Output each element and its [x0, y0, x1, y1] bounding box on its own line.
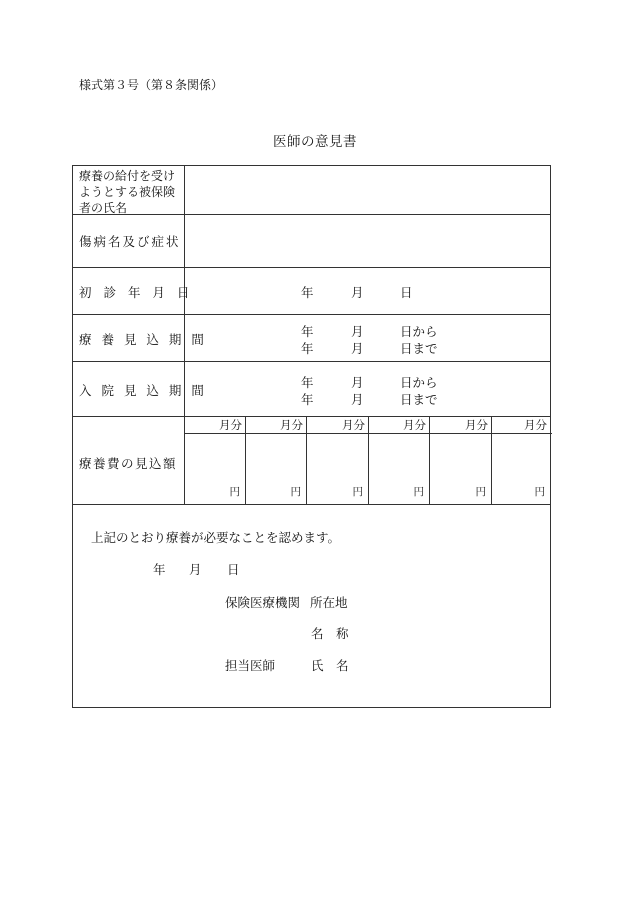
patient-name-label-line: ようとする被保険	[79, 185, 176, 199]
certification-year: 年	[153, 562, 166, 577]
cost-yen-unit: 円	[413, 486, 424, 498]
hospitalization-start-month: 月	[351, 375, 364, 390]
patient-name-label-line: 療養の給付を受け	[79, 169, 176, 183]
cost-yen-unit: 円	[352, 486, 363, 498]
hospitalization-end-year: 年	[301, 392, 314, 407]
treatment-end-year: 年	[301, 341, 314, 356]
first-visit-month: 月	[351, 285, 364, 300]
cost-month-header: 月分	[465, 418, 488, 432]
diagnosis-field[interactable]	[185, 215, 551, 267]
first-visit-year: 年	[301, 285, 314, 300]
treatment-period-label: 療 養 見 込 期 間	[79, 332, 207, 347]
hospitalization-start-year: 年	[301, 375, 314, 390]
row-divider	[73, 267, 550, 268]
patient-name-label	[79, 168, 175, 216]
patient-name-field[interactable]	[185, 166, 551, 214]
hospitalization-end-month: 月	[351, 392, 364, 407]
cost-yen-unit: 円	[534, 486, 545, 498]
cost-month-header: 月分	[280, 418, 303, 432]
cost-yen-unit: 円	[475, 486, 486, 498]
document-title: 医師の意見書	[273, 134, 357, 150]
cost-month-header: 月分	[524, 418, 547, 432]
first-visit-day: 日	[400, 285, 413, 300]
cost-month-header: 月分	[403, 418, 426, 432]
hospitalization-start-day: 日から	[400, 375, 438, 390]
certification-day: 日	[227, 562, 240, 577]
row-divider	[73, 361, 550, 362]
first-visit-label: 初 診 年 月 日	[79, 285, 194, 300]
treatment-end-month: 月	[351, 341, 364, 356]
form-number: 様式第３号（第８条関係）	[79, 78, 224, 92]
cost-yen-unit: 円	[229, 486, 240, 498]
address-label: 所在地	[310, 595, 348, 610]
attending-doctor-label: 担当医師	[225, 658, 276, 673]
institution-name-label: 名 称	[311, 626, 349, 641]
treatment-start-year: 年	[301, 324, 314, 339]
opinion-form-table	[72, 165, 551, 708]
row-divider	[73, 314, 550, 315]
estimated-cost-label: 療養費の見込額	[79, 456, 178, 471]
cost-yen-unit: 円	[290, 486, 301, 498]
hospitalization-period-label: 入 院 見 込 期 間	[79, 383, 207, 398]
cost-month-header: 月分	[219, 418, 242, 432]
certification-month: 月	[189, 562, 202, 577]
patient-name-label-line: 者の氏名	[79, 201, 128, 215]
treatment-start-day: 日から	[400, 324, 438, 339]
diagnosis-label: 傷病名及び症状	[79, 234, 181, 249]
insurance-institution-label: 保険医療機関	[225, 595, 301, 610]
certification-statement: 上記のとおり療養が必要なことを認めます。	[91, 530, 341, 545]
cost-month-header: 月分	[342, 418, 365, 432]
row-divider	[73, 504, 550, 505]
treatment-end-day: 日まで	[400, 341, 438, 356]
doctor-name-label: 氏 名	[311, 658, 349, 673]
treatment-start-month: 月	[351, 324, 364, 339]
hospitalization-end-day: 日まで	[400, 392, 438, 407]
